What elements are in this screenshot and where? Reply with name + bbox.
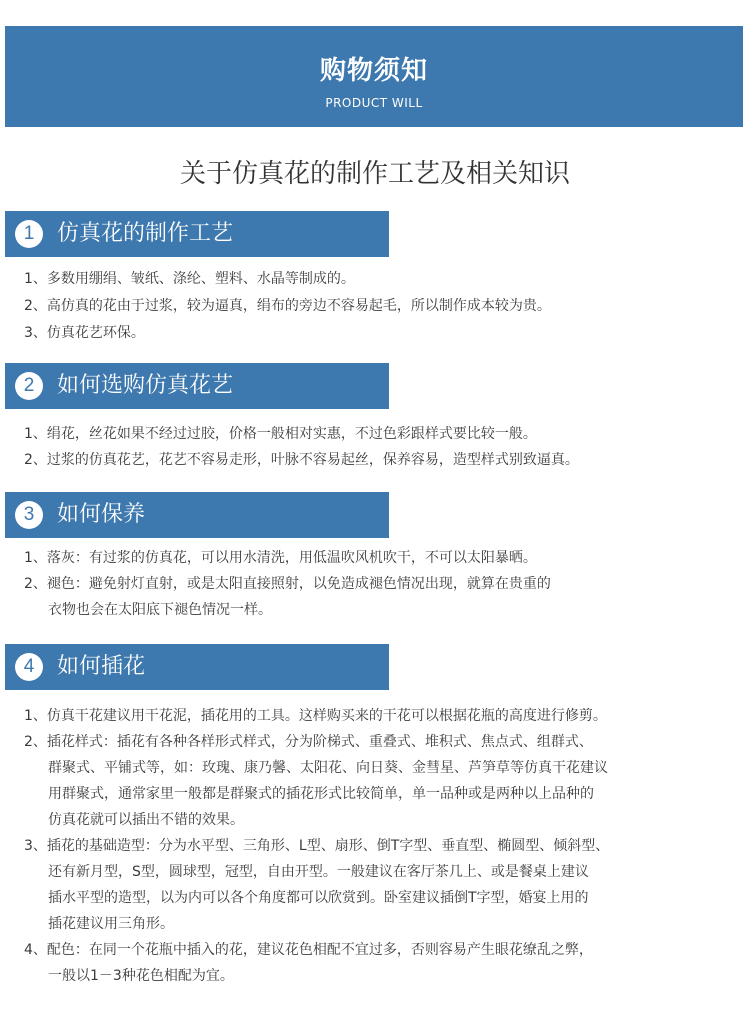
section-title: 如何插花 bbox=[57, 654, 146, 679]
list-item: 3、仿真花艺环保。 bbox=[24, 325, 145, 341]
list-item: 1、落灰：有过浆的仿真花，可以用水清洗，用低温吹风机吹干，不可以太阳暴晒。 bbox=[24, 550, 537, 566]
section-header-1 bbox=[5, 211, 389, 257]
list-item-continuation: 插花建议用三角形。 bbox=[48, 916, 174, 932]
list-item: 1、仿真干花建议用干花泥，插花用的工具。这样购买来的干花可以根据花瓶的高度进行修剪。 bbox=[24, 708, 607, 724]
list-item-continuation: 插水平型的造型，以为内可以各个角度都可以欣赏到。卧室建议插倒T字型，婚宴上用的 bbox=[48, 890, 589, 906]
list-item: 3、插花的基础造型：分为水平型、三角形、L型、扇形、倒T字型、垂直型、椭圆型、倾斜型、 bbox=[24, 838, 610, 854]
list-item-continuation: 一般以1－3种花色相配为宜。 bbox=[48, 968, 234, 984]
section-header-2 bbox=[5, 363, 389, 409]
list-item: 4、配色：在同一个花瓶中插入的花，建议花色相配不宜过多，否则容易产生眼花缭乱之弊， bbox=[24, 942, 593, 958]
list-item: 1、多数用绷绢、皱纸、涤纶、塑料、水晶等制成的。 bbox=[24, 271, 355, 287]
section-header-3 bbox=[5, 492, 389, 538]
section-number-badge: 2 bbox=[15, 372, 43, 400]
list-item-continuation: 衣物也会在太阳底下褪色情况一样。 bbox=[48, 602, 272, 618]
section-header-4 bbox=[5, 644, 389, 690]
list-item: 2、褪色：避免射灯直射，或是太阳直接照射，以免造成褪色情况出现，就算在贵重的 bbox=[24, 576, 551, 592]
list-item: 1、绢花，丝花如果不经过过胶，价格一般相对实惠，不过色彩跟样式要比较一般。 bbox=[24, 426, 537, 442]
section-number-badge: 1 bbox=[15, 220, 43, 248]
section-number-badge: 4 bbox=[15, 653, 43, 681]
section-number-badge: 3 bbox=[15, 501, 43, 529]
section-title: 如何选购仿真花艺 bbox=[57, 373, 234, 398]
banner-title: 购物须知 bbox=[319, 56, 428, 86]
list-item-continuation: 群聚式、平铺式等，如：玫瑰、康乃馨、太阳花、向日葵、金彗星、芦笋草等仿真干花建议 bbox=[48, 760, 608, 776]
banner-subtitle: PRODUCT WILL bbox=[325, 96, 423, 110]
list-item-continuation: 用群聚式，通常家里一般都是群聚式的插花形式比较简单，单一品种或是两种以上品种的 bbox=[48, 786, 594, 802]
list-item-continuation: 仿真花就可以插出不错的效果。 bbox=[48, 812, 244, 828]
list-item: 2、过浆的仿真花艺，花艺不容易走形，叶脉不容易起丝，保养容易，造型样式别致逼真。 bbox=[24, 452, 579, 468]
section-title: 仿真花的制作工艺 bbox=[57, 221, 234, 246]
header-banner bbox=[5, 26, 743, 127]
list-item-continuation: 还有新月型，S型，圆球型，冠型，自由开型。一般建议在客厅茶几上、或是餐桌上建议 bbox=[48, 864, 589, 880]
page-title: 关于仿真花的制作工艺及相关知识 bbox=[179, 159, 570, 189]
section-title: 如何保养 bbox=[57, 502, 146, 527]
list-item: 2、插花样式：插花有各种各样形式样式，分为阶梯式、重叠式、堆积式、焦点式、组群式、 bbox=[24, 734, 593, 750]
list-item: 2、高仿真的花由于过浆，较为逼真，绢布的旁边不容易起毛，所以制作成本较为贵。 bbox=[24, 298, 551, 314]
